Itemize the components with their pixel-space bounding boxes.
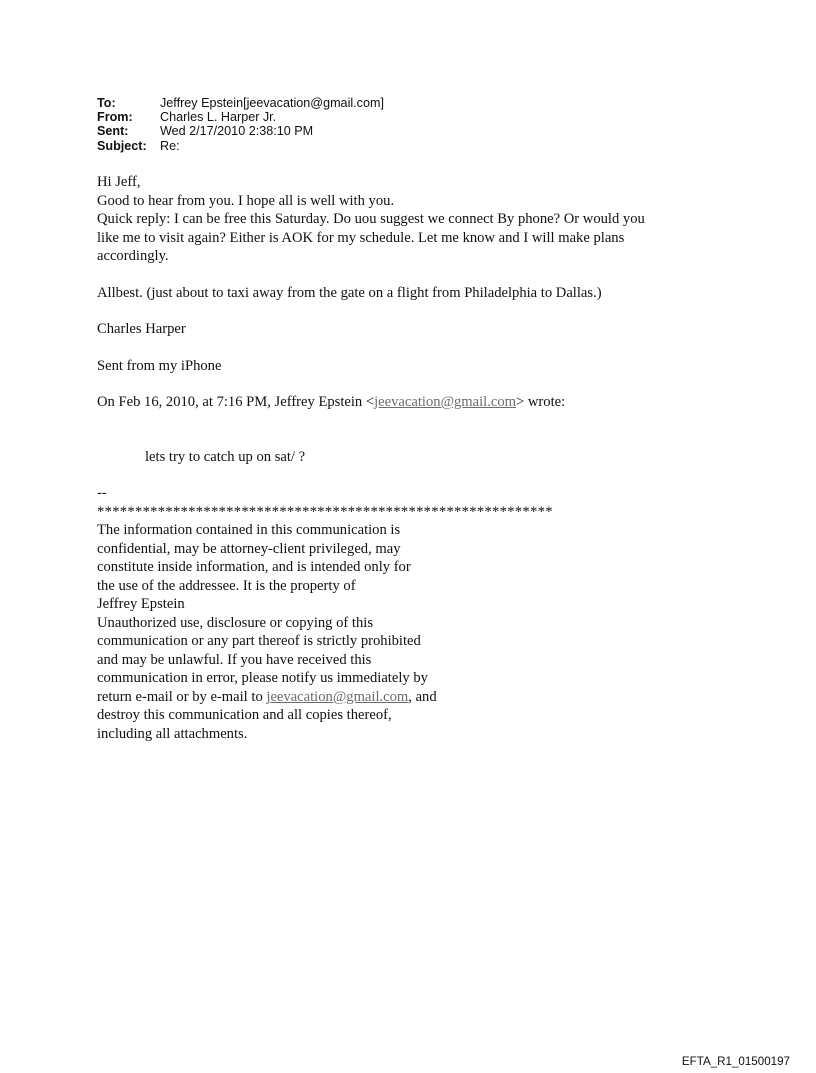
signature-name: Charles Harper xyxy=(97,321,186,337)
disclaimer-line: the use of the addressee. It is the property of xyxy=(97,577,356,594)
subject-row xyxy=(97,139,384,153)
from-value: Charles L. Harper Jr. xyxy=(160,110,277,125)
disclaimer-line: including all attachments. xyxy=(97,725,248,742)
document-id: EFTA_R1_01500197 xyxy=(681,1055,790,1068)
subject-label: Subject: xyxy=(97,138,147,153)
body-line-2: Quick reply: I can be free this Saturday. Do uou suggest we connect By phone? Or would you xyxy=(97,211,645,227)
signature-dash: -- xyxy=(97,485,107,501)
quote-intro-prefix: On Feb 16, 2010, at 7:16 PM, Jeffrey Epstein < xyxy=(97,394,375,410)
disclaimer-line: Unauthorized use, disclosure or copying of this xyxy=(97,614,374,631)
stars-divider: ************************************************************ xyxy=(97,503,553,520)
to-label: To: xyxy=(97,96,116,110)
from-row xyxy=(97,110,384,124)
disclaimer-line: The information contained in this communication is xyxy=(97,522,401,538)
sent-from-line: Sent from my iPhone xyxy=(97,357,222,374)
disclaimer-line: Jeffrey Epstein xyxy=(97,596,185,612)
sent-row xyxy=(97,124,384,138)
email-body xyxy=(97,173,787,743)
disclaimer-email-link[interactable]: jeevacation@gmail.com xyxy=(266,688,409,705)
quote-intro-suffix: > wrote: xyxy=(516,394,566,410)
from-label: From: xyxy=(97,110,133,125)
greeting: Hi Jeff, xyxy=(97,174,141,190)
allbest-line: Allbest. (just about to taxi away from the gate on a flight from Philadelphia to Dallas.) xyxy=(97,284,602,301)
quote-email-link[interactable]: jeevacation@gmail.com xyxy=(374,394,517,410)
disclaimer-line: destroy this communication and all copies thereof, xyxy=(97,707,392,723)
quote-intro xyxy=(97,393,787,412)
disclaimer-line: constitute inside information, and is intended only for xyxy=(97,559,411,575)
disclaimer xyxy=(97,521,477,743)
disclaimer-line: and may be unlawful. If you have received this xyxy=(97,651,372,668)
disclaimer-line: communication in error, please notify us immediately by xyxy=(97,670,428,686)
disclaimer-return-prefix: return e-mail or by e-mail to xyxy=(97,688,267,705)
quoted-message: lets try to catch up on sat/ ? xyxy=(145,448,306,465)
disclaimer-line: confidential, may be attorney-client privileged, may xyxy=(97,540,401,557)
body-line-1: Good to hear from you. I hope all is well with you. xyxy=(97,192,395,209)
sent-value: Wed 2/17/2010 2:38:10 PM xyxy=(160,124,314,139)
disclaimer-return-line xyxy=(97,688,477,707)
to-row xyxy=(97,96,384,110)
disclaimer-line: communication or any part thereof is strictly prohibited xyxy=(97,633,421,649)
body-line-4: accordingly. xyxy=(97,248,169,264)
subject-value: Re: xyxy=(160,138,180,153)
disclaimer-return-suffix: , and xyxy=(408,688,437,705)
body-line-3: like me to visit again? Either is AOK for my schedule. Let me know and I will make plans xyxy=(97,229,625,246)
email-header xyxy=(97,96,384,153)
to-value: Jeffrey Epstein[jeevacation@gmail.com] xyxy=(160,96,384,110)
sent-label: Sent: xyxy=(97,124,129,139)
